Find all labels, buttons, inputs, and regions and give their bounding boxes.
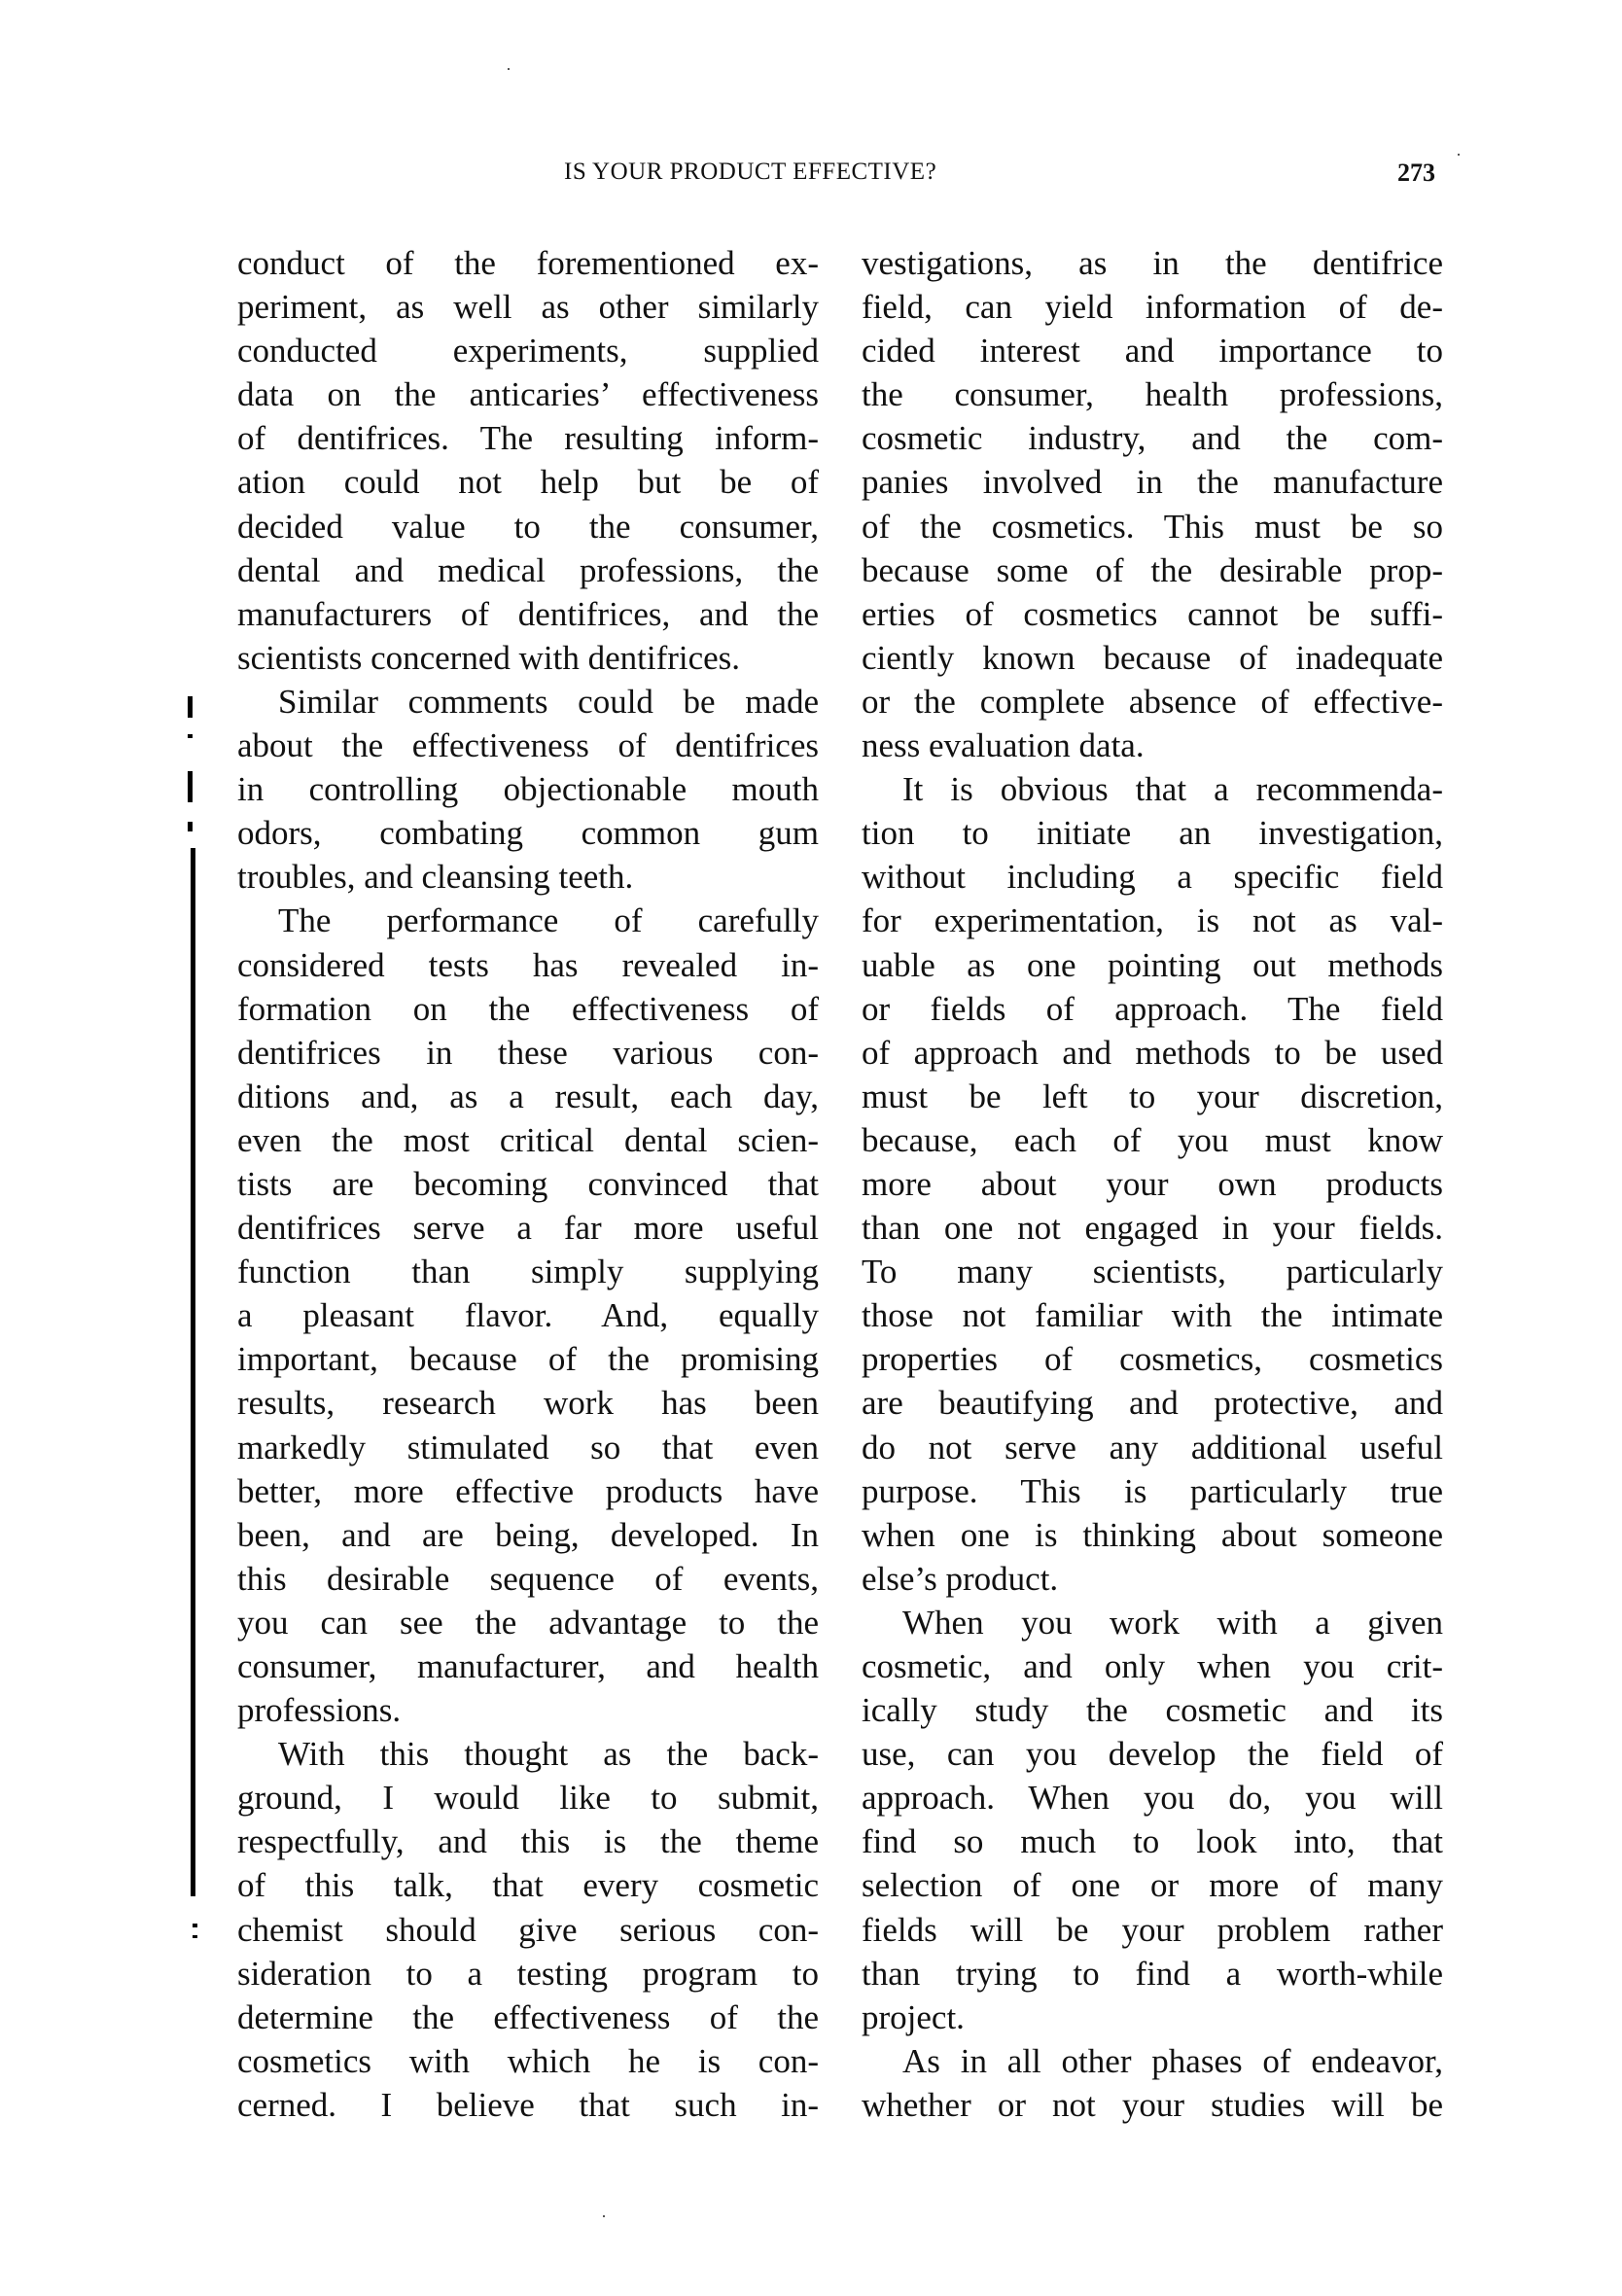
- text-line: erties of cosmetics cannot be suffi-: [862, 594, 1443, 633]
- text-line: panies involved in the manufacture: [862, 463, 1443, 502]
- text-line: tists are becoming convinced that: [237, 1164, 819, 1203]
- text-line: more about your own products: [862, 1164, 1443, 1203]
- text-line: dentifrices serve a far more useful: [237, 1209, 819, 1248]
- text-line: data on the anticaries’ effectiveness: [237, 375, 819, 414]
- text-line: troubles, and cleansing teeth.: [237, 858, 634, 897]
- margin-change-bar: [191, 848, 195, 1896]
- margin-mark: [193, 1935, 197, 1938]
- margin-mark: [188, 696, 193, 718]
- text-line: function than simply supplying: [237, 1253, 819, 1291]
- text-line: cided interest and importance to: [862, 332, 1443, 371]
- text-line: cosmetics with which he is con-: [237, 2041, 819, 2080]
- text-line: uable as one pointing out methods: [862, 945, 1443, 984]
- text-line: cosmetic industry, and the com-: [862, 419, 1443, 458]
- text-line: conducted experiments, supplied: [237, 332, 819, 371]
- text-line: chemist should give serious con-: [237, 1910, 819, 1949]
- text-line: of the cosmetics. This must be so: [862, 507, 1443, 546]
- text-line: As in all other phases of endeavor,: [902, 2041, 1443, 2080]
- running-title: IS YOUR PRODUCT EFFECTIVE?: [564, 159, 937, 185]
- text-line: ciently known because of inadequate: [862, 638, 1443, 677]
- margin-mark: [188, 771, 193, 802]
- text-line: ditions and, as a result, each day,: [237, 1077, 819, 1115]
- text-line: conduct of the forementioned ex-: [237, 244, 819, 282]
- text-line: when one is thinking about someone: [862, 1515, 1443, 1554]
- text-line: markedly stimulated so that even: [237, 1428, 819, 1466]
- text-line: important, because of the promising: [237, 1340, 819, 1379]
- margin-mark: [188, 734, 193, 738]
- text-line: than trying to find a worth-while: [862, 1954, 1443, 1993]
- text-line: use, can you develop the field of: [862, 1735, 1443, 1774]
- running-header: [0, 159, 1622, 197]
- text-line: do not serve any additional useful: [862, 1428, 1443, 1466]
- text-line: sideration to a testing program to: [237, 1954, 819, 1993]
- text-line: project.: [862, 1997, 965, 2036]
- text-line: respectfully, and this is the theme: [237, 1822, 819, 1861]
- text-line: cosmetic, and only when you crit-: [862, 1647, 1443, 1685]
- scan-speck: [603, 2215, 605, 2217]
- text-line: To many scientists, particularly: [862, 1253, 1443, 1291]
- text-line: ation could not help but be of: [237, 463, 819, 502]
- text-line: else’s product.: [862, 1559, 1059, 1598]
- text-line: purpose. This is particularly true: [862, 1471, 1443, 1510]
- text-line: vestigations, as in the dentifrice: [862, 244, 1443, 282]
- text-line: The performance of carefully: [278, 901, 819, 940]
- text-line: must be left to your discretion,: [862, 1077, 1443, 1115]
- text-line: dentifrices in these various con-: [237, 1033, 819, 1072]
- text-line: ness evaluation data.: [862, 726, 1145, 765]
- text-line: properties of cosmetics, cosmetics: [862, 1340, 1443, 1379]
- text-line: or the complete absence of effective-: [862, 682, 1443, 721]
- text-line: even the most critical dental scien-: [237, 1120, 819, 1159]
- text-line: because some of the desirable prop-: [862, 550, 1443, 589]
- text-line: of approach and methods to be used: [862, 1033, 1443, 1072]
- right-text-column: [862, 241, 1443, 2127]
- text-line: of dentifrices. The resulting inform-: [237, 419, 819, 458]
- text-line: approach. When you do, you will: [862, 1779, 1443, 1818]
- text-line: tion to initiate an investigation,: [862, 814, 1443, 853]
- text-line: been, and are being, developed. In: [237, 1515, 819, 1554]
- text-line: find so much to look into, that: [862, 1822, 1443, 1861]
- text-line: consumer, manufacturer, and health: [237, 1647, 819, 1685]
- text-line: With this thought as the back-: [278, 1735, 819, 1774]
- text-line: about the effectiveness of dentifrices: [237, 726, 819, 765]
- margin-mark: [193, 1924, 197, 1927]
- text-line: manufacturers of dentifrices, and the: [237, 594, 819, 633]
- text-line: cerned. I believe that such in-: [237, 2085, 819, 2124]
- scan-speck: [508, 68, 510, 70]
- text-line: determine the effectiveness of the: [237, 1997, 819, 2036]
- text-line: ground, I would like to submit,: [237, 1779, 819, 1818]
- text-line: you can see the advantage to the: [237, 1603, 819, 1642]
- text-line: Similar comments could be made: [278, 682, 819, 721]
- scan-speck: [1458, 154, 1460, 156]
- text-line: dental and medical professions, the: [237, 550, 819, 589]
- text-line: professions.: [237, 1691, 402, 1730]
- text-line: the consumer, health professions,: [862, 375, 1443, 414]
- page-number: 273: [1397, 159, 1435, 187]
- text-line: are beautifying and protective, and: [862, 1384, 1443, 1423]
- text-line: considered tests has revealed in-: [237, 945, 819, 984]
- margin-mark: [188, 822, 193, 831]
- text-line: fields will be your problem rather: [862, 1910, 1443, 1949]
- text-line: scientists concerned with dentifrices.: [237, 638, 741, 677]
- text-line: those not familiar with the intimate: [862, 1296, 1443, 1335]
- text-line: field, can yield information of de-: [862, 288, 1443, 327]
- text-line: ically study the cosmetic and its: [862, 1691, 1443, 1730]
- text-line: than one not engaged in your fields.: [862, 1209, 1443, 1248]
- text-line: in controlling objectionable mouth: [237, 770, 819, 809]
- text-line: results, research work has been: [237, 1384, 819, 1423]
- text-line: odors, combating common gum: [237, 814, 819, 853]
- text-line: selection of one or more of many: [862, 1866, 1443, 1905]
- text-line: a pleasant flavor. And, equally: [237, 1296, 819, 1335]
- text-line: or fields of approach. The field: [862, 989, 1443, 1028]
- text-line: whether or not your studies will be: [862, 2085, 1443, 2124]
- text-line: of this talk, that every cosmetic: [237, 1866, 819, 1905]
- text-line: better, more effective products have: [237, 1471, 819, 1510]
- text-line: because, each of you must know: [862, 1120, 1443, 1159]
- text-line: periment, as well as other similarly: [237, 288, 819, 327]
- text-line: formation on the effectiveness of: [237, 989, 819, 1028]
- text-line: decided value to the consumer,: [237, 507, 819, 546]
- left-text-column: [237, 241, 819, 2127]
- text-line: When you work with a given: [902, 1603, 1443, 1642]
- text-line: It is obvious that a recommenda-: [902, 770, 1443, 809]
- text-line: this desirable sequence of events,: [237, 1559, 819, 1598]
- text-line: without including a specific field: [862, 858, 1443, 897]
- text-line: for experimentation, is not as val-: [862, 901, 1443, 940]
